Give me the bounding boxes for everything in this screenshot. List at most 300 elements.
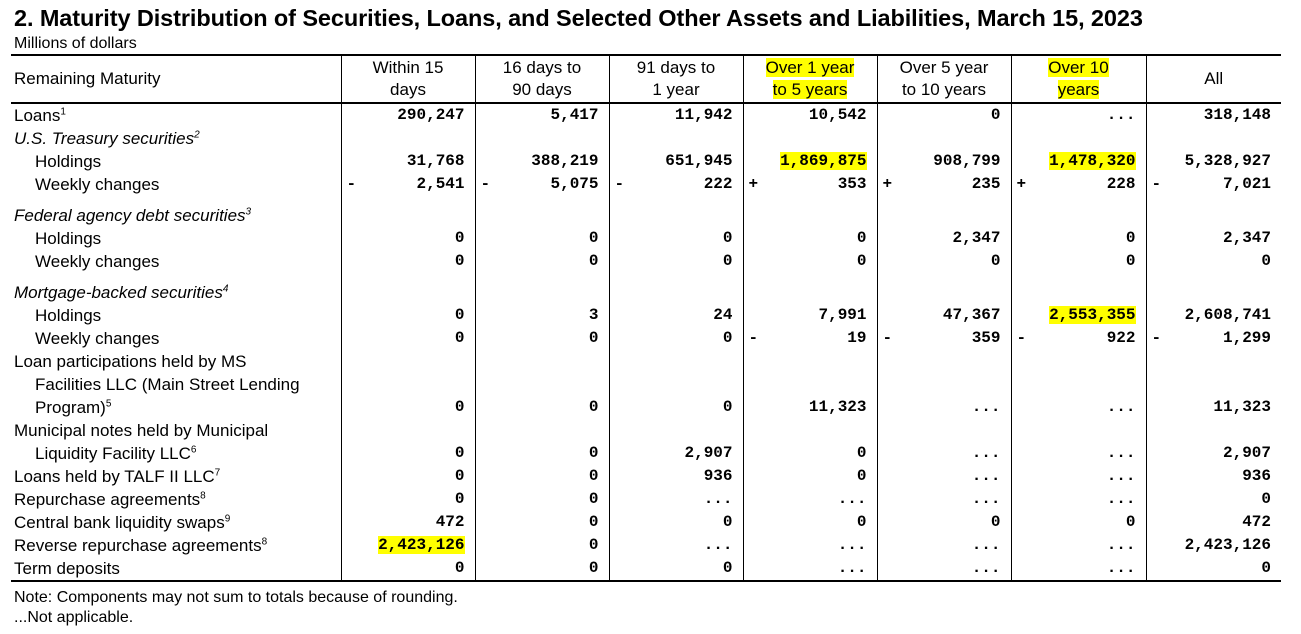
value-text: 228 xyxy=(1106,175,1136,193)
row-label-text: Municipal notes held by Municipal xyxy=(14,421,269,440)
value-cell xyxy=(1011,557,1146,581)
value-cell xyxy=(609,557,743,581)
value-text: ... xyxy=(971,398,1001,416)
value-text: 2,541 xyxy=(416,175,465,193)
value-cell xyxy=(743,488,877,511)
table-row xyxy=(11,511,1281,534)
value-text: ... xyxy=(837,490,867,508)
value-cell xyxy=(475,173,609,196)
sign-indicator: - xyxy=(614,175,625,193)
value-text: 0 xyxy=(454,329,465,347)
value-cell xyxy=(341,304,475,327)
table-row xyxy=(11,488,1281,511)
value-text: 908,799 xyxy=(933,152,1001,170)
row-label-text: Holdings xyxy=(35,229,102,248)
value-text: 10,542 xyxy=(808,106,867,124)
header-col-line: Over 1 year xyxy=(765,58,855,77)
value-cell xyxy=(341,273,475,304)
value-text: 472 xyxy=(1242,513,1271,531)
value-cell xyxy=(1146,304,1281,327)
value-cell xyxy=(475,304,609,327)
row-label-text: Holdings xyxy=(35,152,102,171)
table-row xyxy=(11,227,1281,250)
value-cell xyxy=(341,419,475,442)
table-row xyxy=(11,127,1281,150)
value-text: 1,478,320 xyxy=(1049,152,1136,170)
header-col-line: 16 days to xyxy=(502,58,582,77)
value-text: 0 xyxy=(454,444,465,462)
value-text: ... xyxy=(703,490,733,508)
value-cell xyxy=(609,173,743,196)
value-cell xyxy=(475,350,609,373)
value-text: 0 xyxy=(1125,229,1136,247)
value-text: ... xyxy=(837,559,867,577)
footnote-ref: 6 xyxy=(190,444,197,456)
value-cell xyxy=(475,227,609,250)
table-row xyxy=(11,304,1281,327)
row-label xyxy=(11,465,341,488)
table-row xyxy=(11,534,1281,557)
value-text: 0 xyxy=(722,252,733,270)
value-cell xyxy=(609,150,743,173)
value-cell xyxy=(1011,511,1146,534)
header-col-line: Over 10 xyxy=(1048,58,1109,77)
header-col-line: years xyxy=(1057,80,1100,99)
note-rounding: Note: Components may not sum to totals because of rounding. xyxy=(14,589,458,606)
value-text: 0 xyxy=(856,229,867,247)
value-text: 0 xyxy=(990,513,1001,531)
value-cell xyxy=(341,350,475,373)
value-text: 222 xyxy=(703,175,733,193)
footnote-ref: 5 xyxy=(105,398,112,410)
value-cell xyxy=(1011,103,1146,127)
value-text: 318,148 xyxy=(1203,106,1271,124)
value-text: 11,942 xyxy=(674,106,733,124)
value-cell xyxy=(475,534,609,557)
row-label-text: Weekly changes xyxy=(35,252,160,271)
value-cell xyxy=(877,373,1011,396)
footnote-ref: 8 xyxy=(261,536,268,548)
value-text: 0 xyxy=(588,329,599,347)
value-cell xyxy=(1011,173,1146,196)
value-cell xyxy=(743,465,877,488)
table-row xyxy=(11,465,1281,488)
row-label xyxy=(11,173,341,196)
row-label xyxy=(11,350,341,373)
value-cell xyxy=(475,419,609,442)
sign-indicator: + xyxy=(1016,175,1027,193)
value-cell xyxy=(743,304,877,327)
footnote-ref: 4 xyxy=(222,283,229,295)
value-cell xyxy=(1011,488,1146,511)
value-text: 0 xyxy=(588,490,599,508)
header-remaining-maturity: Remaining Maturity xyxy=(11,55,341,103)
value-text: 353 xyxy=(837,175,867,193)
table-row xyxy=(11,350,1281,373)
value-text: ... xyxy=(1106,559,1136,577)
value-text: 0 xyxy=(722,398,733,416)
value-text: 0 xyxy=(454,467,465,485)
value-text: 0 xyxy=(454,490,465,508)
row-label xyxy=(11,127,341,150)
value-text: ... xyxy=(971,490,1001,508)
row-label-text: Liquidity Facility LLC xyxy=(35,444,191,463)
footnote-ref: 8 xyxy=(200,490,206,502)
table-row xyxy=(11,396,1281,419)
row-label-text: Facilities LLC (Main Street Lending xyxy=(35,375,300,394)
row-label xyxy=(11,488,341,511)
value-cell xyxy=(877,127,1011,150)
value-cell xyxy=(1146,534,1281,557)
value-cell xyxy=(877,442,1011,465)
value-cell xyxy=(743,103,877,127)
value-text: ... xyxy=(1106,536,1136,554)
value-cell xyxy=(609,442,743,465)
value-text: ... xyxy=(971,559,1001,577)
value-cell xyxy=(341,488,475,511)
header-col-5 xyxy=(1011,55,1146,103)
row-label xyxy=(11,196,341,227)
sign-indicator: + xyxy=(748,175,759,193)
value-text: 0 xyxy=(588,444,599,462)
value-cell xyxy=(877,396,1011,419)
value-cell xyxy=(609,250,743,273)
value-cell xyxy=(1146,419,1281,442)
value-cell xyxy=(877,465,1011,488)
value-text: 0 xyxy=(588,229,599,247)
value-cell xyxy=(341,557,475,581)
value-cell xyxy=(341,227,475,250)
value-cell xyxy=(341,373,475,396)
value-cell xyxy=(1011,396,1146,419)
value-cell xyxy=(743,350,877,373)
value-cell xyxy=(609,227,743,250)
value-cell xyxy=(1011,150,1146,173)
value-cell xyxy=(609,511,743,534)
table-title: 2. Maturity Distribution of Securities, Loans, and Selected Other Assets and Liabilities, March 15, 2023 xyxy=(14,5,1143,31)
value-text: 472 xyxy=(435,513,465,531)
value-text: 0 xyxy=(588,467,599,485)
value-text: ... xyxy=(971,467,1001,485)
row-label xyxy=(11,304,341,327)
table-row xyxy=(11,327,1281,350)
value-text: ... xyxy=(971,444,1001,462)
value-cell xyxy=(609,465,743,488)
value-text: 235 xyxy=(971,175,1001,193)
value-cell xyxy=(1011,350,1146,373)
row-label-text: Program) xyxy=(35,398,106,417)
footnote-ref: 9 xyxy=(224,513,231,525)
row-label-text: Weekly changes xyxy=(35,329,160,348)
value-text: 11,323 xyxy=(1213,398,1271,416)
maturity-table xyxy=(11,54,1281,582)
value-cell xyxy=(1146,465,1281,488)
value-text: ... xyxy=(1106,467,1136,485)
row-label xyxy=(11,534,341,557)
value-text: ... xyxy=(703,536,733,554)
value-cell xyxy=(475,273,609,304)
value-text: 290,247 xyxy=(397,106,465,124)
value-cell xyxy=(475,327,609,350)
value-cell xyxy=(1146,196,1281,227)
sign-indicator: - xyxy=(1151,175,1162,193)
value-text: 0 xyxy=(588,513,599,531)
value-cell xyxy=(877,227,1011,250)
value-text: 1,869,875 xyxy=(780,152,867,170)
row-label-text: Reverse repurchase agreements xyxy=(14,536,262,555)
row-label-text: Loans held by TALF II LLC xyxy=(14,467,215,486)
row-label-text: Mortgage-backed securities xyxy=(14,283,223,302)
value-cell xyxy=(1146,327,1281,350)
value-cell xyxy=(1146,488,1281,511)
row-label xyxy=(11,442,341,465)
value-text: 651,945 xyxy=(665,152,733,170)
row-label xyxy=(11,511,341,534)
value-cell xyxy=(743,127,877,150)
value-text: 359 xyxy=(971,329,1001,347)
table-row xyxy=(11,150,1281,173)
table-body xyxy=(11,103,1281,581)
header-col-line: Over 5 year xyxy=(899,58,989,77)
row-label-text: U.S. Treasury securities xyxy=(14,129,195,148)
value-cell xyxy=(1146,227,1281,250)
value-text: 3 xyxy=(588,306,599,324)
note-not-applicable: ...Not applicable. xyxy=(14,609,134,626)
sign-indicator: - xyxy=(882,329,893,347)
value-cell xyxy=(877,419,1011,442)
value-cell xyxy=(475,127,609,150)
value-text: 2,347 xyxy=(952,229,1001,247)
value-text: 2,423,126 xyxy=(378,536,465,554)
sign-indicator: - xyxy=(1016,329,1027,347)
value-cell xyxy=(609,350,743,373)
header-col-line: to 10 years xyxy=(901,80,987,99)
value-text: 0 xyxy=(722,513,733,531)
table-row xyxy=(11,173,1281,196)
value-cell xyxy=(877,173,1011,196)
value-cell xyxy=(877,557,1011,581)
value-cell xyxy=(877,488,1011,511)
notes xyxy=(14,588,458,628)
value-text: 0 xyxy=(1125,513,1136,531)
value-text: 0 xyxy=(722,229,733,247)
value-cell xyxy=(877,103,1011,127)
header-col-line: Within 15 xyxy=(372,58,444,77)
table-row xyxy=(11,273,1281,304)
footnote-ref: 1 xyxy=(60,106,66,118)
value-cell xyxy=(475,465,609,488)
header-col-6 xyxy=(1146,55,1281,103)
value-text: 0 xyxy=(588,559,599,577)
value-cell xyxy=(1011,534,1146,557)
value-cell xyxy=(1011,227,1146,250)
value-cell xyxy=(1011,465,1146,488)
value-cell xyxy=(743,396,877,419)
value-text: 0 xyxy=(990,252,1001,270)
footnote-ref: 7 xyxy=(214,467,221,479)
value-cell xyxy=(1146,250,1281,273)
value-cell xyxy=(609,304,743,327)
value-cell xyxy=(1011,327,1146,350)
value-cell xyxy=(1146,103,1281,127)
value-cell xyxy=(877,304,1011,327)
value-cell xyxy=(341,511,475,534)
value-cell xyxy=(877,273,1011,304)
value-text: ... xyxy=(1106,444,1136,462)
value-text: 0 xyxy=(454,252,465,270)
value-cell xyxy=(1011,250,1146,273)
value-cell xyxy=(877,150,1011,173)
value-cell xyxy=(877,250,1011,273)
value-cell xyxy=(475,250,609,273)
value-cell xyxy=(341,465,475,488)
row-label xyxy=(11,557,341,581)
value-text: 5,417 xyxy=(550,106,599,124)
value-cell xyxy=(743,196,877,227)
value-cell xyxy=(1011,442,1146,465)
value-cell xyxy=(609,419,743,442)
value-cell xyxy=(743,173,877,196)
value-cell xyxy=(341,250,475,273)
value-cell xyxy=(609,196,743,227)
value-cell xyxy=(877,511,1011,534)
value-text: 0 xyxy=(1261,490,1271,508)
value-cell xyxy=(341,327,475,350)
value-text: 7,991 xyxy=(818,306,867,324)
footnote-ref: 2 xyxy=(194,129,200,141)
header-col-line: 1 year xyxy=(652,80,700,99)
row-label xyxy=(11,227,341,250)
sign-indicator: - xyxy=(480,175,491,193)
value-cell xyxy=(877,327,1011,350)
table-row xyxy=(11,419,1281,442)
row-label-text: Central bank liquidity swaps xyxy=(14,513,225,532)
value-text: 31,768 xyxy=(406,152,465,170)
header-col-2 xyxy=(609,55,743,103)
value-text: 2,907 xyxy=(1222,444,1271,462)
value-text: 5,328,927 xyxy=(1184,152,1271,170)
value-text: 936 xyxy=(1242,467,1271,485)
value-cell xyxy=(1146,350,1281,373)
value-text: 47,367 xyxy=(942,306,1001,324)
table-row xyxy=(11,557,1281,581)
value-text: 0 xyxy=(588,252,599,270)
sign-indicator: - xyxy=(346,175,357,193)
row-label-text: Loans xyxy=(14,106,61,125)
value-text: 2,423,126 xyxy=(1184,536,1271,554)
value-cell xyxy=(743,250,877,273)
table-row xyxy=(11,103,1281,127)
header-col-3 xyxy=(743,55,877,103)
value-cell xyxy=(475,442,609,465)
value-cell xyxy=(1146,557,1281,581)
value-text: 0 xyxy=(454,306,465,324)
value-text: 0 xyxy=(1261,252,1271,270)
sign-indicator: + xyxy=(882,175,893,193)
value-text: 0 xyxy=(856,444,867,462)
value-text: 936 xyxy=(703,467,733,485)
value-cell xyxy=(877,350,1011,373)
value-cell xyxy=(743,511,877,534)
value-cell xyxy=(475,196,609,227)
row-label xyxy=(11,327,341,350)
value-text: 0 xyxy=(454,229,465,247)
value-cell xyxy=(1146,511,1281,534)
value-text: ... xyxy=(1106,398,1136,416)
value-text: 2,608,741 xyxy=(1184,306,1271,324)
header-col-1 xyxy=(475,55,609,103)
footnote-ref: 3 xyxy=(245,206,252,218)
value-cell xyxy=(475,373,609,396)
value-cell xyxy=(743,327,877,350)
value-cell xyxy=(341,150,475,173)
value-cell xyxy=(1011,196,1146,227)
value-cell xyxy=(1011,273,1146,304)
value-cell xyxy=(743,442,877,465)
value-cell xyxy=(609,488,743,511)
row-label-text: Holdings xyxy=(35,306,102,325)
value-cell xyxy=(475,150,609,173)
row-label xyxy=(11,103,341,127)
value-cell xyxy=(609,373,743,396)
value-text: 0 xyxy=(722,559,733,577)
value-text: ... xyxy=(971,536,1001,554)
table-row xyxy=(11,373,1281,396)
value-cell xyxy=(877,534,1011,557)
row-label xyxy=(11,150,341,173)
value-cell xyxy=(609,127,743,150)
value-cell xyxy=(475,488,609,511)
value-cell xyxy=(1146,150,1281,173)
value-text: ... xyxy=(1106,106,1136,124)
value-cell xyxy=(341,127,475,150)
row-label-text: Loan participations held by MS xyxy=(14,352,247,371)
value-text: ... xyxy=(837,536,867,554)
value-text: 2,347 xyxy=(1222,229,1271,247)
value-text: 1,299 xyxy=(1222,329,1271,347)
value-text: 0 xyxy=(588,536,599,554)
value-text: 922 xyxy=(1106,329,1136,347)
value-cell xyxy=(743,534,877,557)
table-row xyxy=(11,196,1281,227)
header-col-0 xyxy=(341,55,475,103)
value-text: 0 xyxy=(990,106,1001,124)
value-cell xyxy=(743,150,877,173)
value-text: 0 xyxy=(1261,559,1271,577)
value-cell xyxy=(743,419,877,442)
value-cell xyxy=(609,273,743,304)
header-col-line: 91 days to xyxy=(636,58,716,77)
value-cell xyxy=(341,442,475,465)
value-cell xyxy=(475,103,609,127)
value-text: 0 xyxy=(722,329,733,347)
value-cell xyxy=(1011,127,1146,150)
value-cell xyxy=(1011,373,1146,396)
table-row xyxy=(11,442,1281,465)
value-cell xyxy=(1146,396,1281,419)
value-cell xyxy=(877,196,1011,227)
value-cell xyxy=(475,396,609,419)
units-label: Millions of dollars xyxy=(14,35,137,52)
row-label-text: Term deposits xyxy=(14,559,120,578)
value-text: 0 xyxy=(856,513,867,531)
header-col-line: 90 days xyxy=(512,80,572,99)
value-cell xyxy=(743,227,877,250)
value-text: 388,219 xyxy=(531,152,599,170)
sign-indicator: - xyxy=(748,329,759,347)
value-text: 2,907 xyxy=(684,444,733,462)
value-cell xyxy=(1146,373,1281,396)
